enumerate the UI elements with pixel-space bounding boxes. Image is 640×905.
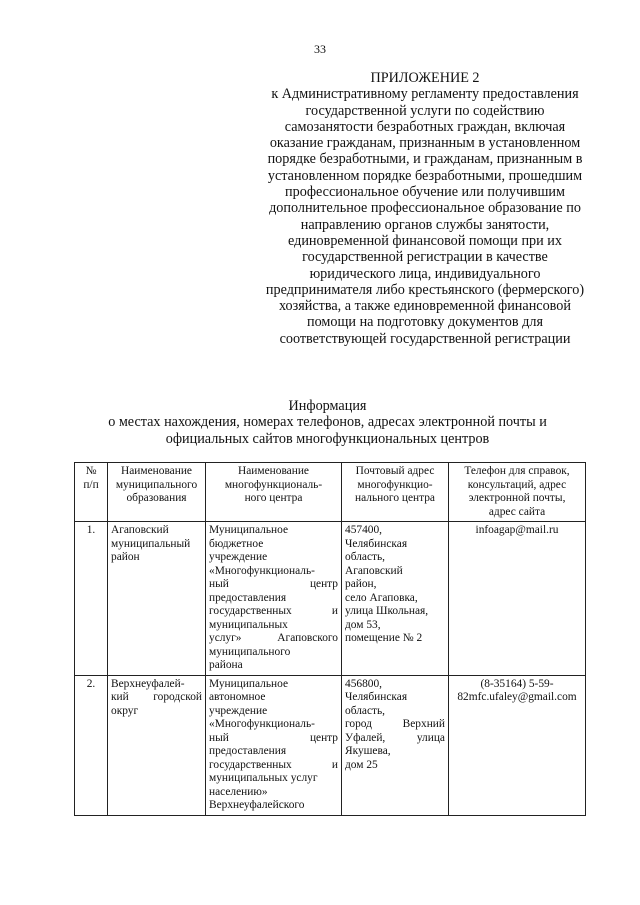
center-cell-line: муниципальных (209, 618, 288, 631)
center-cell-line: государственных и (209, 605, 338, 617)
page-number: 33 (314, 42, 326, 56)
info-title: Информация (288, 398, 367, 414)
center-cell-line: учреждение (209, 551, 268, 563)
appendix-line: хозяйства, а также единовременной финансовой (279, 298, 571, 315)
info-heading (60, 398, 595, 447)
center-cell-line: автономное (209, 691, 266, 703)
municipality-cell-line: кий городской (111, 691, 202, 703)
header-line: муниципального (115, 478, 198, 491)
table-row (75, 522, 586, 676)
center-cell (206, 522, 342, 676)
center-cell-line: муниципального (209, 645, 291, 658)
center-cell-line: муниципальных услуг (209, 772, 318, 784)
address-cell-line: город Верхний (345, 718, 445, 730)
appendix-line: порядке безработными, и гражданам, признанным в (267, 151, 583, 168)
address-cell-line: Агаповский (345, 564, 403, 577)
appendix-line: профессиональное обучение или получившим (285, 184, 565, 201)
header-line: адрес сайта (488, 505, 546, 518)
header-line: образования (126, 492, 187, 504)
appendix-line: к Административному регламенту предоставления (271, 86, 579, 103)
table-row (75, 675, 586, 815)
address-cell-line: Уфалей, улица (345, 731, 445, 744)
address-cell-line: село Агаповка, (345, 591, 418, 604)
table-header-row (75, 463, 586, 522)
center-cell-line: района (209, 659, 243, 671)
header-municipality (108, 463, 206, 522)
appendix-line: единовременной финансовой помощи при их (288, 232, 562, 249)
info-subtitle-line-1: о местах нахождения, номерах телефонов, адресах электронной почты и (108, 414, 547, 431)
header-line: электронной почты, (468, 492, 566, 504)
appendix-line: оказание гражданам, признанным в установленном (269, 135, 581, 152)
appendix-line: государственной услуги по содействию (305, 102, 545, 119)
center-cell-line: государственных и (209, 758, 338, 771)
appendix-line: государственной регистрации в качестве (302, 249, 548, 266)
address-cell-line: Челябинская (345, 537, 408, 550)
center-cell-line: населению» (209, 785, 268, 798)
municipality-cell-line: Агаповский (111, 524, 169, 536)
center-cell-line: бюджетное (209, 537, 264, 550)
header-contacts (449, 463, 586, 522)
appendix-line: юридического лица, индивидуального (309, 265, 541, 282)
center-cell-line: услуг» Агаповского (209, 632, 338, 644)
center-cell-line: Верхнеуфалейского (209, 799, 305, 811)
center-cell-line: предоставления (209, 745, 287, 757)
mfc-table (74, 462, 586, 816)
address-cell-line: область, (345, 551, 386, 563)
address-cell-line: Якушева, (345, 745, 391, 757)
address-cell-line: область, (345, 704, 386, 717)
municipality-cell-line: район (111, 551, 140, 563)
appendix-line: помощи на подготовку документов для (307, 314, 543, 331)
address-cell-line: 456800, (345, 677, 383, 690)
appendix-line: предпринимателя либо крестьянского (фермерского) (265, 281, 585, 298)
contacts-cell-line: (8-35164) 5-59-82 (457, 677, 554, 703)
row-number: 2. (75, 675, 108, 815)
contacts-cell-line: mfc.ufaley@gmail.com (468, 691, 577, 703)
address-cell-line: помещение № 2 (345, 632, 423, 644)
appendix-title: ПРИЛОЖЕНИЕ 2 (370, 70, 480, 86)
header-line: Наименование (238, 465, 309, 477)
municipality-cell-line: Верхнеуфалей- (111, 677, 185, 690)
contacts-cell (449, 675, 586, 815)
center-cell (206, 675, 342, 815)
header-address (342, 463, 449, 522)
address-cell-line: дом 53, (345, 618, 381, 631)
appendix-text (250, 86, 600, 347)
header-line: п/п (83, 478, 99, 491)
header-line: Почтовый адрес (355, 465, 435, 477)
header-line: многофункциональ- (224, 478, 323, 491)
info-subtitle-line-2: официальных сайтов многофункциональных центров (165, 430, 490, 447)
center-cell-line: «Многофункциональ- (209, 564, 315, 577)
address-cell-line: дом 25 (345, 758, 378, 771)
header-center (206, 463, 342, 522)
row-number: 1. (75, 522, 108, 676)
header-line: № (85, 465, 97, 477)
center-cell-line: Муниципальное (209, 677, 289, 690)
table-body (75, 522, 586, 816)
address-cell (342, 522, 449, 676)
contacts-cell-line: infoagap@mail.ru (475, 524, 559, 536)
address-cell-line: район, (345, 578, 377, 590)
appendix-line: самозанятости безработных граждан, включая (284, 118, 566, 135)
header-line: консультаций, адрес (467, 478, 567, 491)
appendix-line: установленном порядке безработными, прошедшим (267, 167, 583, 184)
header-line: многофункцио- (357, 478, 433, 491)
header-number (75, 463, 108, 522)
appendix-line: соответствующей государственной регистрации (279, 330, 571, 347)
header-line: Телефон для справок, (464, 465, 570, 477)
municipality-cell (108, 522, 206, 676)
header-line: нального центра (355, 492, 435, 504)
center-cell-line: учреждение (209, 704, 268, 717)
appendix-line: направлению органов службы занятости, (300, 216, 550, 233)
header-line: Наименование (121, 465, 192, 477)
municipality-cell-line: муниципальный (111, 537, 191, 550)
contacts-cell (449, 522, 586, 676)
address-cell (342, 675, 449, 815)
center-cell-line: «Многофункциональ- (209, 718, 315, 730)
municipality-cell-line: округ (111, 704, 139, 717)
header-line: ного центра (244, 492, 303, 504)
center-cell-line: ный центр (209, 731, 338, 744)
address-cell-line: 457400, (345, 524, 383, 536)
center-cell-line: Муниципальное (209, 524, 289, 536)
center-cell-line: предоставления (209, 591, 287, 604)
appendix-line: дополнительное профессиональное образование по (269, 200, 581, 217)
municipality-cell (108, 675, 206, 815)
address-cell-line: улица Школьная, (345, 605, 429, 617)
center-cell-line: ный центр (209, 578, 338, 590)
appendix-block (250, 70, 600, 347)
address-cell-line: Челябинская (345, 691, 408, 703)
